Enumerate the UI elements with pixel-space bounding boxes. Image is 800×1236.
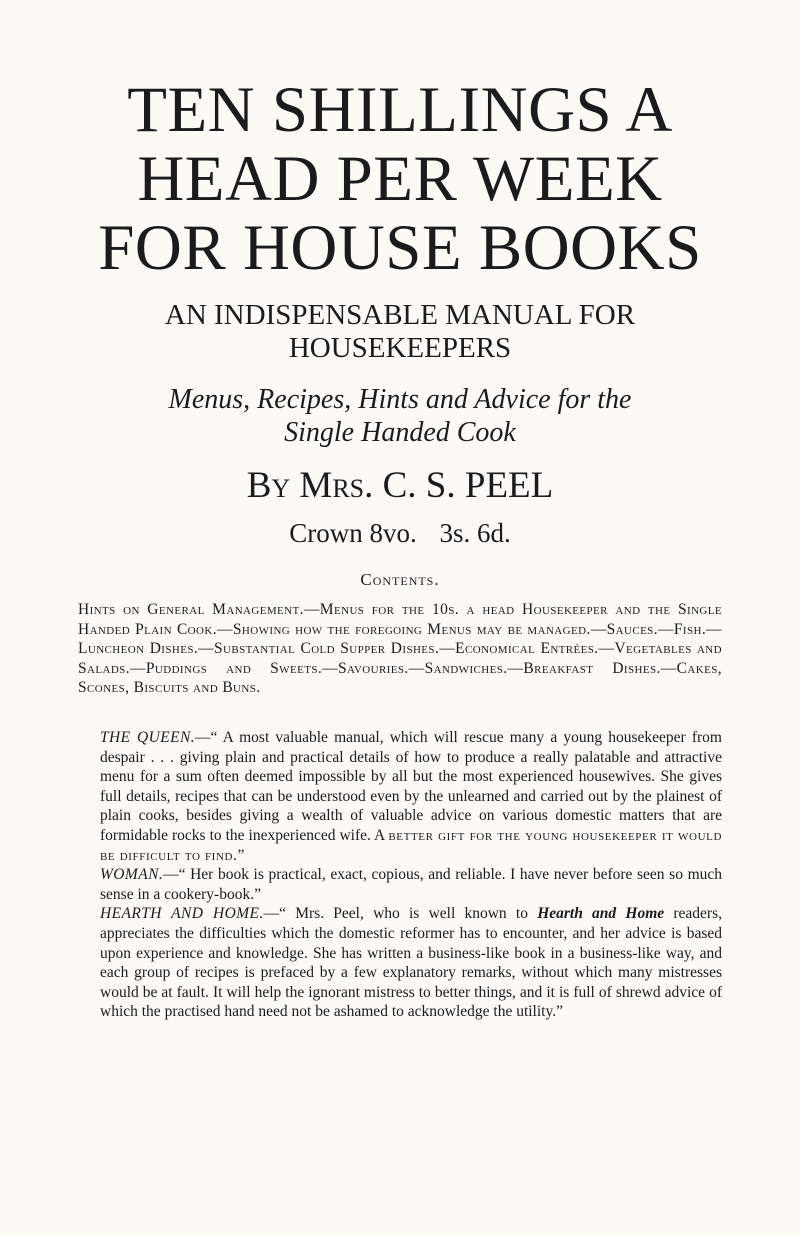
tagline-line-1: Menus, Recipes, Hints and Advice for the bbox=[168, 384, 632, 415]
review-source: HEARTH AND HOME. bbox=[100, 905, 264, 923]
book-price: 3s. 6d. bbox=[439, 518, 511, 548]
author-line: By Mrs. C. S. PEEL bbox=[246, 465, 554, 506]
book-subtitle bbox=[78, 299, 722, 365]
review-publication-name: Hearth and Home bbox=[537, 905, 665, 923]
format-and-price bbox=[78, 517, 722, 549]
title-line-2: HEAD PER WEEK bbox=[137, 143, 663, 215]
title-line-1: TEN SHILLINGS A bbox=[127, 74, 673, 146]
book-format: Crown 8vo. bbox=[289, 518, 417, 548]
press-reviews bbox=[78, 728, 722, 1022]
review-text: —“ Mrs. Peel, who is well known to bbox=[263, 905, 538, 923]
review-the-queen bbox=[78, 728, 722, 865]
review-text: —“ Her book is practical, exact, copious, and reliable. I have never before seen so much sense in a cookery-book.” bbox=[100, 866, 722, 903]
subtitle-line-2: HOUSEKEEPERS bbox=[288, 332, 512, 364]
review-hearth-and-home bbox=[78, 904, 722, 1022]
book-tagline bbox=[78, 383, 722, 449]
subtitle-line-1: AN INDISPENSABLE MANUAL FOR bbox=[164, 299, 636, 331]
tagline-line-2: Single Handed Cook bbox=[284, 417, 516, 448]
review-source: WOMAN. bbox=[100, 866, 164, 884]
review-text: readers, appreciates the difficulties which the domestic reformer has to encounter, and her advice is based upon experience and knowledge. She has written a business-like book in a business-like way, and each group of recipes is prefaced by a few explanatory remarks, without which many mistresses would be at fault. It will help the ignorant mistress to better things, and it is full of shrewd advice of which the practised hand need not be ashamed to acknowledge the utility.” bbox=[100, 905, 722, 1021]
contents-list: Hints on General Management.—Menus for the 10s. a head Housekeeper and the Single Handed Plain Cook.—Showing how the foregoing Menus may be managed.—Sauces.—Fish.—Luncheon Dishes.—Substantial Cold Supper Dishes.—Economical Entrées.—Vegetables and Salads.—Puddings and Sweets.—Savouries.—Sandwiches.—Breakfast Dishes.—Cakes, Scones, Biscuits and Buns. bbox=[78, 601, 722, 697]
review-woman bbox=[78, 865, 722, 904]
review-text-caps: better gift for the young housekeeper it would be difficult to find.” bbox=[100, 826, 722, 864]
review-text: —“ A most valuable manual, which will rescue many a young housekeeper from despair . . . giving plain and practical details of how to produce a really palatable and attractive menu for a sum often deemed impossible by all but the most experienced housewives. She gives full details, recipes that can be understood even by the unlearned and carried out by the plainest of plain cooks, besides giving a wealth of valuable advice on various domestic matters that are formidable rocks to the inexperienced wife. A bbox=[100, 728, 722, 844]
book-title bbox=[78, 76, 722, 283]
title-line-3: FOR HOUSE BOOKS bbox=[98, 212, 702, 284]
contents-heading: Contents. bbox=[360, 570, 440, 589]
review-source: THE QUEEN. bbox=[100, 728, 195, 746]
